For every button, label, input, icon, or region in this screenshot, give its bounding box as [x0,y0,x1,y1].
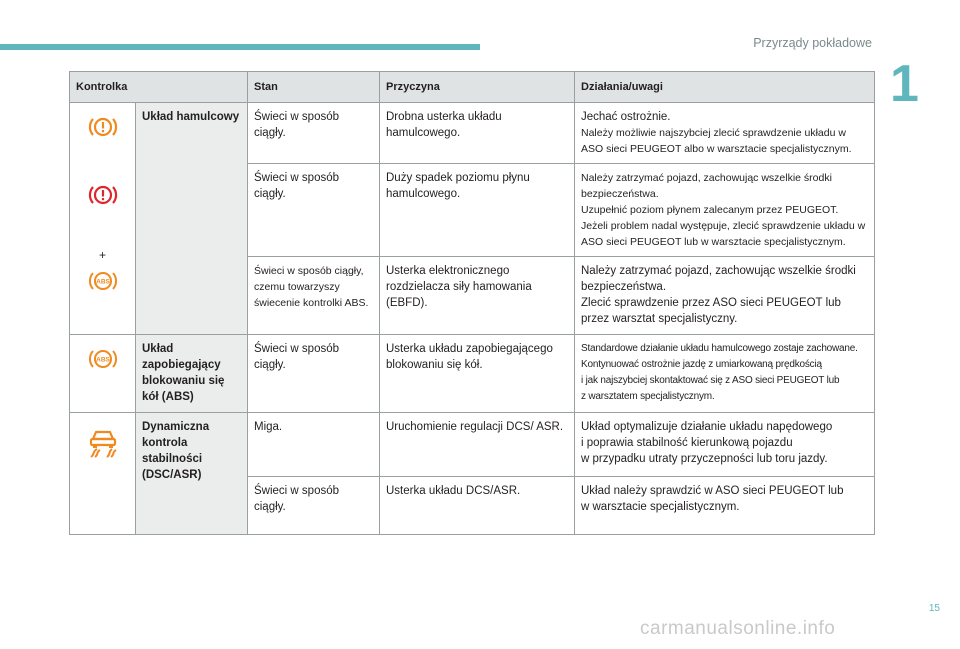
przyczyna-cell: Usterka układu DCS/ASR. [380,477,575,535]
przyczyna-cell: Usterka układu zapobiegającego blokowaniu się kół. [380,335,575,413]
dzialania-line: Układ należy sprawdzić w ASO sieci PEUGEOT lub [581,485,844,497]
dzialania-line: Układ optymalizuje działanie układu napędowego [581,421,833,433]
plus-sign: + [98,248,106,262]
svg-text:ABS: ABS [95,278,110,286]
dzialania-cell [575,103,875,164]
dzialania-cell [575,477,875,535]
dzialania-cell [575,257,875,335]
dzialania-line: i jak najszybciej skontaktować się z ASO sieci PEUGEOT lub [581,375,840,386]
dzialania-line: Należy możliwie najszybciej zlecić sprawdzenie układu w ASO sieci PEUGEOT albo w warsztacie specjalistycznym. [581,127,852,155]
dzialania-line: z warsztatem specjalistycznym. [581,391,715,402]
dzialania-line: Należy zatrzymać pojazd, zachowując wszelkie środki bezpieczeństwa. [581,265,856,293]
dzialania-line: Należy zatrzymać pojazd, zachowując wszelkie środki bezpieczeństwa. [581,172,832,200]
abs-orange-icon [88,269,118,293]
dzialania-line: Standardowe działanie układu hamulcowego zostaje zachowane. [581,343,858,354]
table-row [70,335,875,413]
dzialania-line: Zlecić sprawdzenie przez ASO sieci PEUGEOT lub przez warsztat specjalistyczny. [581,297,841,325]
stan-cell: Świeci w sposób ciągły. [248,103,380,164]
przyczyna-cell: Usterka elektronicznego rozdzielacza siły hamowania (EBFD). [380,257,575,335]
stan-cell: Miga. [248,413,380,477]
dzialania-line: w przypadku utraty przyczepności lub toru jazdy. [581,453,828,465]
dsc-icon-cell [70,413,136,535]
dzialania-line: i poprawia stabilność kierunkową pojazdu [581,437,793,449]
section-title: Przyrządy pokładowe [753,36,872,50]
abs-orange-icon [88,347,118,371]
stan-cell: Świeci w sposób ciągły, czemu towarzyszy świecenie kontrolki ABS. [248,257,380,335]
warning-lights-table [69,71,875,535]
column-header-dzialania: Działania/uwagi [575,72,875,103]
chapter-number: 1 [890,55,919,113]
column-header-stan: Stan [248,72,380,103]
dsc-skid-car-icon [86,425,120,459]
group-name-abs: Układ zapobiegający blokowaniu się kół (ABS) [136,335,248,413]
dzialania-line: Uzupełnić poziom płynem zalecanym przez PEUGEOT. [581,204,839,216]
abs-icon-cell [70,335,136,413]
przyczyna-cell: Uruchomienie regulacji DCS/ ASR. [380,413,575,477]
table-row [70,103,875,164]
page-number: 15 [928,603,940,614]
przyczyna-cell: Drobna usterka układu hamulcowego. [380,103,575,164]
brake-icons-cell [70,103,136,335]
dzialania-cell [575,164,875,257]
przyczyna-cell: Duży spadek poziomu płynu hamulcowego. [380,164,575,257]
column-header-przyczyna: Przyczyna [380,72,575,103]
stan-cell: Świeci w sposób ciągły. [248,164,380,257]
brake-warning-orange-icon [88,115,118,139]
watermark: carmanualsonline.info [640,618,836,639]
stan-cell: Świeci w sposób ciągły. [248,477,380,535]
table-row [70,413,875,477]
dzialania-cell [575,413,875,477]
table-header-row [70,72,875,103]
dzialania-line: Jechać ostrożnie. [581,111,671,123]
group-name-dsc: Dynamiczna kontrola stabilności (DSC/ASR) [136,413,248,535]
svg-text:ABS: ABS [95,356,110,364]
dzialania-line: Jeżeli problem nadal występuje, zlecić sprawdzenie układu w ASO sieci PEUGEOT lub w warsztacie specjalistycznym. [581,220,866,248]
dzialania-line: w warsztacie specjalistycznym. [581,501,740,513]
brake-warning-red-icon [88,183,118,207]
group-name-brake: Układ hamulcowy [136,103,248,335]
dzialania-line: Kontynuować ostrożnie jazdę z umiarkowaną prędkością [581,359,822,370]
dzialania-cell [575,335,875,413]
header-accent-bar [0,44,480,50]
stan-cell: Świeci w sposób ciągły. [248,335,380,413]
column-header-kontrolka: Kontrolka [70,72,248,103]
